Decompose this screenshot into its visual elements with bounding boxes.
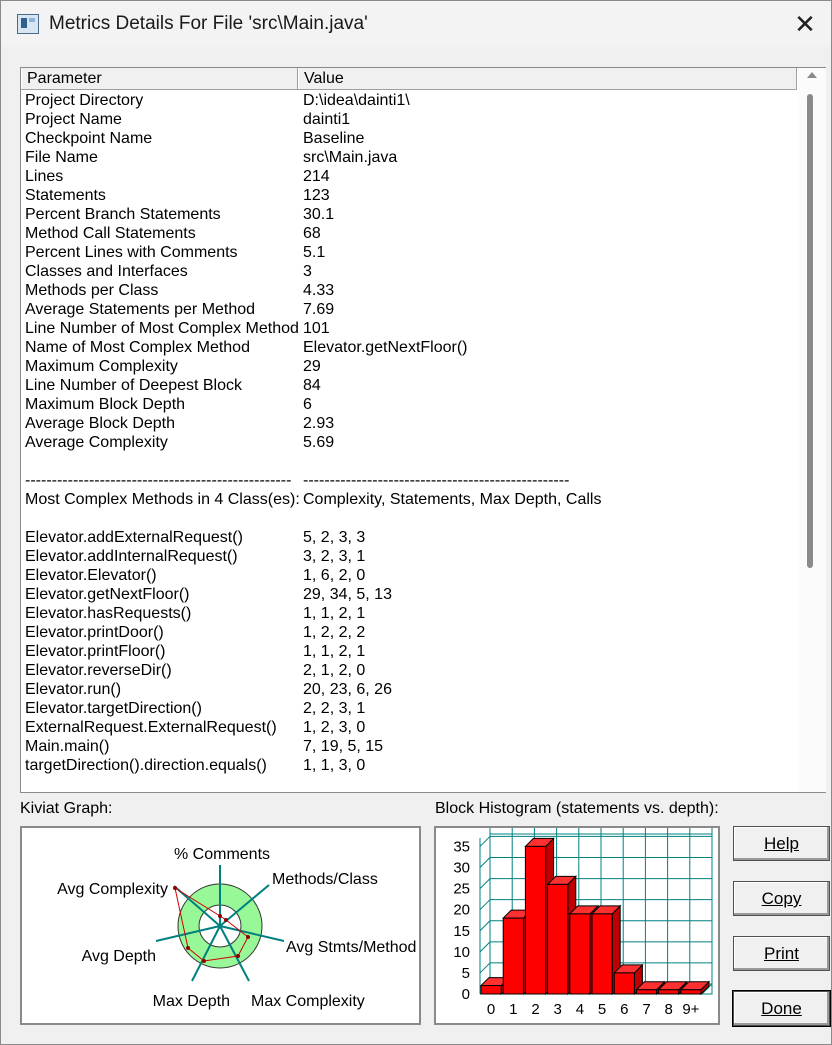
table-row[interactable] xyxy=(21,452,797,471)
row-value: 3 xyxy=(303,263,312,280)
histogram-x-tick-label: 8 xyxy=(664,1001,673,1018)
row-parameter: ExternalRequest.ExternalRequest() xyxy=(25,719,277,736)
table-row[interactable] xyxy=(21,585,797,604)
axis-label-max-depth: Max Depth xyxy=(152,993,230,1010)
kiviat-graph xyxy=(20,826,421,1025)
table-row[interactable] xyxy=(21,110,797,129)
row-value: 1, 2, 3, 0 xyxy=(303,719,366,736)
histogram-y-tick-label: 25 xyxy=(453,880,470,898)
copy-button[interactable]: Copy xyxy=(733,881,830,916)
list-header xyxy=(21,68,797,90)
row-parameter: Percent Branch Statements xyxy=(25,206,221,223)
histogram-y-tick-label: 20 xyxy=(453,901,470,919)
row-value: 29 xyxy=(303,358,321,375)
row-parameter: targetDirection().direction.equals() xyxy=(25,757,267,774)
table-row[interactable] xyxy=(21,471,797,490)
row-parameter: -------------------------------------------------- xyxy=(25,472,292,489)
histogram-gridline-depth xyxy=(480,879,490,889)
table-row[interactable] xyxy=(21,91,797,110)
table-row[interactable] xyxy=(21,224,797,243)
table-row[interactable] xyxy=(21,642,797,661)
row-parameter: Project Directory xyxy=(25,92,144,109)
row-parameter: Methods per Class xyxy=(25,282,159,299)
table-row[interactable] xyxy=(21,528,797,547)
table-row[interactable] xyxy=(21,604,797,623)
row-parameter: Line Number of Deepest Block xyxy=(25,377,242,394)
table-row[interactable] xyxy=(21,262,797,281)
histogram-x-tick-label: 2 xyxy=(531,1001,540,1018)
histogram-bar xyxy=(548,884,568,994)
histogram-y-tick-label: 35 xyxy=(453,838,470,856)
table-row[interactable] xyxy=(21,756,797,775)
row-value: src\Main.java xyxy=(303,149,398,166)
histogram-gridline-depth xyxy=(480,942,490,952)
list-rows xyxy=(21,91,797,775)
row-value: 4.33 xyxy=(303,282,335,299)
row-value: 1, 2, 2, 2 xyxy=(303,624,366,641)
table-row[interactable] xyxy=(21,319,797,338)
row-value: 6 xyxy=(303,396,312,413)
row-parameter: Elevator.getNextFloor() xyxy=(25,586,190,603)
table-row[interactable] xyxy=(21,680,797,699)
row-value: 20, 23, 6, 26 xyxy=(303,681,392,698)
kiviat-label: Kiviat Graph: xyxy=(20,800,113,817)
row-value: D:\idea\dainti1\ xyxy=(303,92,410,109)
row-value: 1, 1, 2, 1 xyxy=(303,605,366,622)
histogram-x-tick-label: 6 xyxy=(620,1001,629,1018)
column-header-value[interactable]: Value xyxy=(298,68,797,89)
row-parameter: Average Statements per Method xyxy=(25,301,256,318)
row-value: 101 xyxy=(303,320,330,337)
histogram-gridline-depth xyxy=(480,921,490,931)
row-parameter: Maximum Block Depth xyxy=(25,396,186,413)
table-row[interactable] xyxy=(21,547,797,566)
row-value: Complexity, Statements, Max Depth, Calls xyxy=(303,491,602,508)
histogram-x-tick-label: 1 xyxy=(509,1001,518,1018)
done-button[interactable]: Done xyxy=(733,991,830,1026)
column-header-parameter[interactable]: Parameter xyxy=(21,68,298,89)
histogram-svg xyxy=(436,828,718,1023)
block-histogram xyxy=(434,826,720,1025)
row-value: 5.69 xyxy=(303,434,335,451)
table-row[interactable] xyxy=(21,699,797,718)
histogram-gridline-depth xyxy=(480,900,490,910)
histogram-gridline-depth xyxy=(480,836,490,846)
histogram-label: Block Histogram (statements vs. depth): xyxy=(435,800,719,817)
axis-label-avg-stmts-method: Avg Stmts/Method xyxy=(286,939,417,956)
histogram-x-tick-label: 4 xyxy=(575,1001,585,1018)
row-value: 1, 6, 2, 0 xyxy=(303,567,366,584)
histogram-y-tick-label: 15 xyxy=(453,922,470,940)
axis-label-comments: % Comments xyxy=(173,846,271,863)
table-row[interactable] xyxy=(21,737,797,756)
table-row[interactable] xyxy=(21,566,797,585)
row-parameter: Elevator.Elevator() xyxy=(25,567,157,584)
row-parameter: File Name xyxy=(25,149,98,166)
axis-label-avg-depth: Avg Depth xyxy=(81,948,156,965)
histogram-gridline-depth xyxy=(480,858,490,868)
metrics-list[interactable] xyxy=(20,67,826,793)
histogram-bar xyxy=(681,990,701,994)
histogram-bar xyxy=(592,914,612,994)
row-parameter: Elevator.reverseDir() xyxy=(25,662,172,679)
row-parameter: Line Number of Most Complex Method xyxy=(25,320,299,337)
table-row[interactable] xyxy=(21,338,797,357)
row-parameter: Elevator.targetDirection() xyxy=(25,700,202,717)
row-value: 214 xyxy=(303,168,330,185)
histogram-x-tick-label: 5 xyxy=(597,1001,607,1018)
row-parameter: Main.main() xyxy=(25,738,110,755)
row-value: 84 xyxy=(303,377,321,394)
table-row[interactable] xyxy=(21,623,797,642)
histogram-bar xyxy=(481,986,501,994)
row-value: Elevator.getNextFloor() xyxy=(303,339,468,356)
row-value: 7.69 xyxy=(303,301,335,318)
row-parameter: Statements xyxy=(25,187,106,204)
table-row[interactable] xyxy=(21,661,797,680)
histogram-bar xyxy=(659,990,679,994)
row-parameter: Lines xyxy=(25,168,64,185)
scroll-thumb[interactable] xyxy=(807,94,813,568)
row-value: 3, 2, 3, 1 xyxy=(303,548,366,565)
histogram-bar xyxy=(503,918,523,994)
vertical-scrollbar[interactable] xyxy=(798,68,826,792)
row-value: Baseline xyxy=(303,130,365,147)
row-parameter: Classes and Interfaces xyxy=(25,263,188,280)
row-parameter: Elevator.printDoor() xyxy=(25,624,164,641)
scroll-up-arrow-icon[interactable] xyxy=(807,72,817,78)
row-value: -------------------------------------------------- xyxy=(303,472,570,489)
table-row[interactable] xyxy=(21,148,797,167)
table-row[interactable] xyxy=(21,414,797,433)
row-parameter: Method Call Statements xyxy=(25,225,196,242)
table-row[interactable] xyxy=(21,376,797,395)
table-row[interactable] xyxy=(21,281,797,300)
axis-label-avg-complexity: Avg Complexity xyxy=(57,881,168,898)
table-row[interactable] xyxy=(21,718,797,737)
row-parameter: Percent Lines with Comments xyxy=(25,244,238,261)
kiviat-svg xyxy=(22,828,419,1023)
histogram-x-tick-label: 7 xyxy=(642,1001,651,1018)
table-row[interactable] xyxy=(21,490,797,509)
row-parameter: Average Complexity xyxy=(25,434,168,451)
row-value: 68 xyxy=(303,225,321,242)
table-row[interactable] xyxy=(21,509,797,528)
axis-label-methods-class: Methods/Class xyxy=(272,871,378,888)
histogram-bar xyxy=(525,846,545,994)
row-value: 2, 2, 3, 1 xyxy=(303,700,366,717)
row-value: 123 xyxy=(303,187,330,204)
row-value: 30.1 xyxy=(303,206,335,223)
histogram-bar xyxy=(570,914,590,994)
row-value: 1, 1, 3, 0 xyxy=(303,757,366,774)
row-parameter: Average Block Depth xyxy=(25,415,176,432)
row-parameter: Elevator.addExternalRequest() xyxy=(25,529,243,546)
table-row[interactable] xyxy=(21,433,797,452)
table-row[interactable] xyxy=(21,300,797,319)
row-value: 29, 34, 5, 13 xyxy=(303,586,392,603)
histogram-gridline-depth xyxy=(480,963,490,973)
histogram-bar xyxy=(614,973,634,994)
row-parameter: Elevator.addInternalRequest() xyxy=(25,548,238,565)
histogram-x-tick-label: 9+ xyxy=(682,1001,700,1018)
row-value: 5.1 xyxy=(303,244,326,261)
row-parameter: Checkpoint Name xyxy=(25,130,153,147)
row-parameter: Elevator.run() xyxy=(25,681,122,698)
row-value: 2, 1, 2, 0 xyxy=(303,662,366,679)
row-parameter: Elevator.printFloor() xyxy=(25,643,166,660)
histogram-y-tick-label: 30 xyxy=(453,859,470,877)
help-button[interactable]: Help xyxy=(733,826,830,861)
histogram-y-tick-label: 10 xyxy=(453,943,470,961)
row-value: 2.93 xyxy=(303,415,335,432)
print-button[interactable]: Print xyxy=(733,936,830,971)
row-value: 1, 1, 2, 1 xyxy=(303,643,366,660)
table-row[interactable] xyxy=(21,357,797,376)
close-button[interactable]: ✕ xyxy=(794,9,816,39)
row-value: dainti1 xyxy=(303,111,351,128)
table-row[interactable] xyxy=(21,129,797,148)
histogram-y-tick-label: 0 xyxy=(461,986,470,1003)
axis-label-max-complexity: Max Complexity xyxy=(251,993,365,1010)
row-value: 5, 2, 3, 3 xyxy=(303,529,366,546)
row-parameter: Project Name xyxy=(25,111,122,128)
histogram-y-tick-label: 5 xyxy=(461,964,470,982)
row-value: 7, 19, 5, 15 xyxy=(303,738,384,755)
window-title: Metrics Details For File 'src\Main.java' xyxy=(49,13,368,34)
app-icon xyxy=(17,14,39,34)
histogram-bar xyxy=(636,990,656,994)
table-row[interactable] xyxy=(21,243,797,262)
histogram-x-tick-label: 0 xyxy=(486,1001,496,1018)
title-bar xyxy=(1,1,831,47)
table-row[interactable] xyxy=(21,205,797,224)
table-row[interactable] xyxy=(21,395,797,414)
table-row[interactable] xyxy=(21,186,797,205)
histogram-x-tick-label: 3 xyxy=(553,1001,562,1018)
row-parameter: Elevator.hasRequests() xyxy=(25,605,192,622)
row-parameter: Name of Most Complex Method xyxy=(25,339,250,356)
table-row[interactable] xyxy=(21,167,797,186)
row-parameter: Maximum Complexity xyxy=(25,358,178,375)
row-parameter: Most Complex Methods in 4 Class(es): xyxy=(25,491,300,508)
